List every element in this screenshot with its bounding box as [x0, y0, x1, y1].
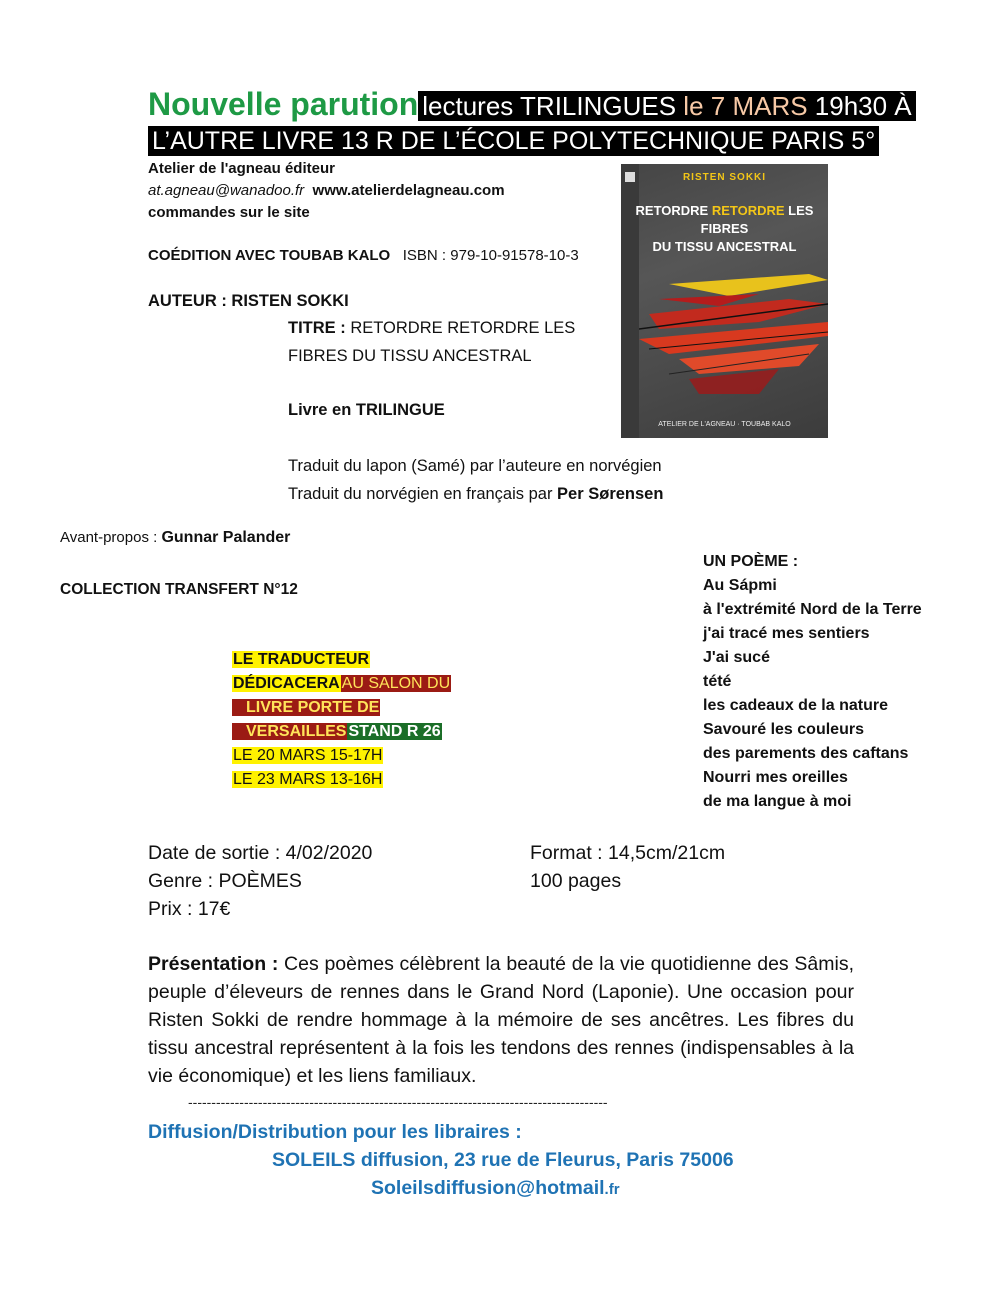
- title-line-2: FIBRES DU TISSU ANCESTRAL: [288, 347, 532, 365]
- poem-line: j'ai tracé mes sentiers: [703, 625, 870, 642]
- headline: [148, 86, 916, 124]
- isbn: ISBN : 979-10-91578-10-3: [402, 247, 579, 264]
- nouvelle-parution-title: Nouvelle parution: [148, 86, 419, 122]
- genre: Genre : POÈMES: [148, 870, 302, 892]
- cover-title-c: LES FIBRES: [700, 203, 814, 236]
- signing-line-3: LIVRE PORTE DE: [232, 699, 380, 716]
- signing-line-1: LE TRADUCTEUR: [233, 651, 369, 668]
- coedition: COÉDITION AVEC TOUBAB KALO: [148, 247, 391, 264]
- lectures-text: lectures TRILINGUES: [422, 91, 684, 121]
- cover-title-b: RETORDRE: [711, 203, 785, 218]
- facts-left: [148, 839, 372, 923]
- poem-line: J'ai sucé: [703, 649, 770, 666]
- distribution-email-tld: .fr: [604, 1181, 620, 1198]
- translation-prefix: Traduit du norvégien en français par: [288, 485, 558, 503]
- presentation-label: Présentation :: [148, 953, 279, 975]
- foreword-line: [60, 526, 290, 550]
- coedition-line: [148, 245, 579, 267]
- poem-line: à l'extrémité Nord de la Terre: [703, 601, 922, 618]
- event-time: 19h30 À: [807, 91, 912, 121]
- poem-line: de ma langue à moi: [703, 793, 852, 810]
- poem-line: Savouré les couleurs: [703, 721, 864, 738]
- cover-title-d: DU TISSU ANCESTRAL: [652, 239, 797, 254]
- signing-line-5: LE 20 MARS 15-17H: [233, 747, 383, 764]
- divider: ------------------------------------------------------------------------------------------: [188, 1094, 608, 1110]
- distribution-email-main: Soleilsdiffusion@hotmail: [371, 1177, 605, 1199]
- poem: [703, 550, 922, 814]
- page-count: 100 pages: [530, 870, 622, 892]
- author-line: AUTEUR : RISTEN SOKKI: [148, 292, 349, 310]
- headline-banner: [418, 91, 915, 121]
- poem-line: Nourri mes oreilles: [703, 769, 848, 786]
- cover-title-a: RETORDRE: [635, 203, 712, 218]
- poem-line: tété: [703, 673, 732, 690]
- translator-signing: [232, 648, 451, 792]
- publisher-website[interactable]: www.atelierdelagneau.com: [312, 182, 505, 199]
- presentation-text: Ces poèmes célèbrent la beauté de la vie quotidienne des Sâmis, peuple d’éleveurs de rennes dans le Grand Nord (Laponie). Une occasion pour Risten Sokki de rendre hommage à la mémoire de ses ancêtres. Les fibres du tissu ancestral représentent à la fois les tendons des rennes (indispensables à la vie économique) et les liens familiaux.: [148, 953, 854, 1087]
- signing-line-4b: STAND R 26: [348, 723, 441, 740]
- title-label: TITRE :: [288, 319, 346, 337]
- orders-note: commandes sur le site: [148, 204, 310, 221]
- signing-line-2a: DÉDICACERA: [233, 675, 340, 692]
- signing-line-4a: VERSAILLES: [232, 723, 347, 740]
- event-date: le 7 MARS: [683, 91, 808, 121]
- translator-name: Per Sørensen: [557, 485, 664, 503]
- publisher-name: Atelier de l'agneau éditeur: [148, 160, 335, 177]
- release-date: Date de sortie : 4/02/2020: [148, 842, 373, 864]
- collection: COLLECTION TRANSFERT N°12: [60, 581, 298, 598]
- presentation: [148, 950, 854, 1090]
- foreword-label: Avant-propos :: [60, 529, 162, 546]
- cover-publisher: ATELIER DE L'AGNEAU · TOUBAB KALO: [658, 421, 791, 428]
- foreword-author: Gunnar Palander: [161, 529, 291, 546]
- book-cover-image: [621, 164, 828, 438]
- cover-author: RISTEN SOKKI: [682, 172, 767, 183]
- distribution-email[interactable]: [371, 1174, 620, 1204]
- facts-right: [530, 839, 725, 895]
- translation-line-2: [288, 480, 663, 508]
- format: Format : 14,5cm/21cm: [530, 842, 726, 864]
- poem-line: des parements des caftans: [703, 745, 909, 762]
- distribution-heading: Diffusion/Distribution pour les libraires :: [148, 1121, 522, 1143]
- poem-line: les cadeaux de la nature: [703, 697, 888, 714]
- language-note: Livre en TRILINGUE: [288, 401, 445, 419]
- translation-line-1: Traduit du lapon (Samé) par l’auteure en norvégien: [288, 457, 662, 475]
- publisher-email[interactable]: at.agneau@wanadoo.fr: [148, 182, 305, 199]
- signing-line-6: LE 23 MARS 13-16H: [233, 771, 383, 788]
- title-line-1: [288, 314, 575, 342]
- title-text-1: RETORDRE RETORDRE LES: [345, 319, 576, 337]
- poem-line: Au Sápmi: [703, 577, 777, 594]
- publisher-contact: [148, 180, 505, 202]
- poem-line: UN POÈME :: [703, 553, 799, 570]
- price: Prix : 17€: [148, 898, 231, 920]
- cover-artwork: [639, 244, 828, 414]
- signing-line-2b: AU SALON DU: [341, 675, 451, 692]
- event-location: L’AUTRE LIVRE 13 R DE L’ÉCOLE POLYTECHNIQUE PARIS 5°: [148, 126, 879, 156]
- distribution-address: SOLEILS diffusion, 23 rue de Fleurus, Paris 75006: [272, 1149, 734, 1171]
